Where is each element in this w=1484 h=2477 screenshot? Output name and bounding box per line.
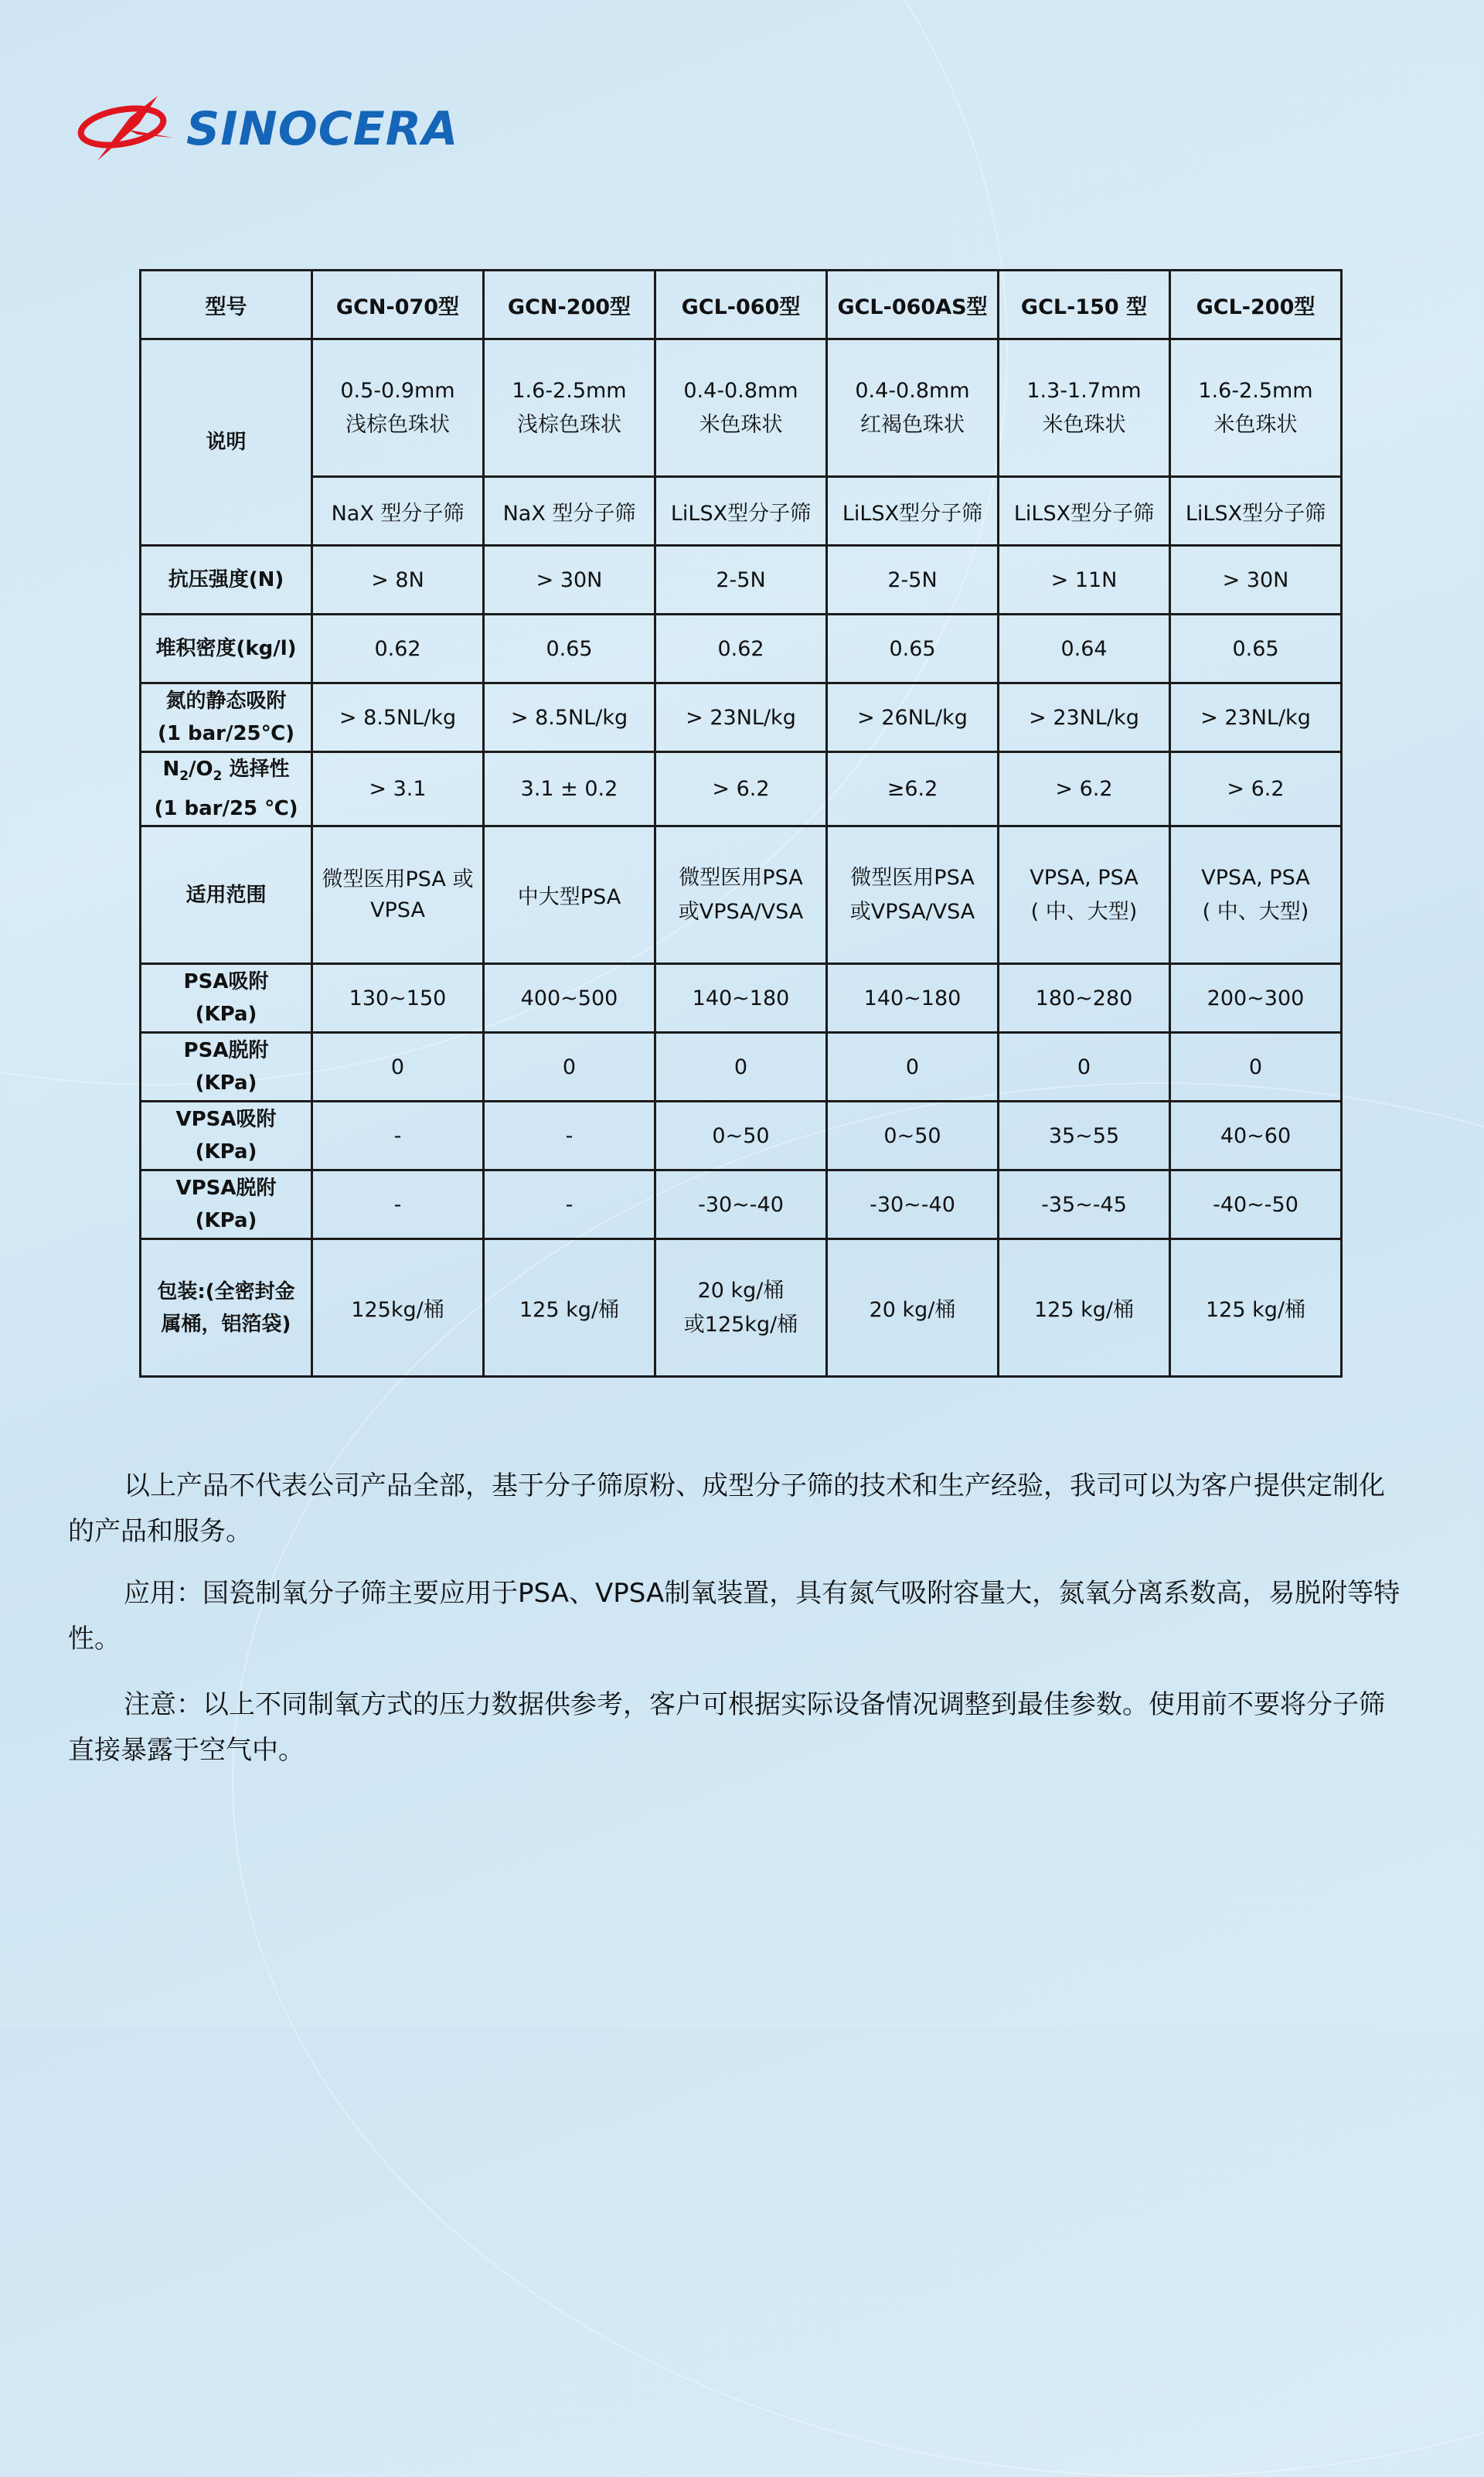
table-cell: 2-5N [827, 546, 999, 615]
table-cell: 20 kg/桶 [827, 1239, 999, 1377]
table-cell: -30~-40 [827, 1170, 999, 1239]
table-cell: > 23NL/kg [999, 683, 1170, 752]
note-paragraph-caution: 注意：以上不同制氧方式的压力数据供参考，客户可根据实际设备情况调整到最佳参数。使用前不要将分子筛直接暴露于空气中。 [68, 1689, 1385, 1766]
table-cell: 140~180 [655, 964, 827, 1033]
table-cell: LiLSX型分子筛 [655, 477, 827, 546]
table-cell: > 6.2 [655, 752, 827, 826]
psa-adsorption-row [141, 964, 1342, 1033]
vpsa-adsorption-row [141, 1102, 1342, 1170]
table-cell: 125kg/桶 [312, 1239, 484, 1377]
table-cell: VPSA, PSA ( 中、大型) [1170, 826, 1342, 964]
table-cell: > 8N [312, 546, 484, 615]
table-cell: 400~500 [484, 964, 655, 1033]
table-cell: 0 [312, 1033, 484, 1102]
header-cell: GCL-150 型 [999, 271, 1170, 339]
row-label: 抗压强度(N) [141, 546, 312, 615]
header-cell: GCL-200型 [1170, 271, 1342, 339]
row-label: 堆积密度(kg/l) [141, 615, 312, 683]
table-cell: 125 kg/桶 [1170, 1239, 1342, 1377]
brand-name: SINOCERA [186, 102, 459, 156]
table-cell: > 8.5NL/kg [312, 683, 484, 752]
density-row [141, 615, 1342, 683]
table-cell: > 30N [484, 546, 655, 615]
table-cell: > 26NL/kg [827, 683, 999, 752]
table-cell: - [484, 1170, 655, 1239]
table-cell: 0.64 [999, 615, 1170, 683]
table-cell: 130~150 [312, 964, 484, 1033]
table-cell: 3.1 ± 0.2 [484, 752, 655, 826]
table-cell: > 23NL/kg [655, 683, 827, 752]
table-cell: - [484, 1102, 655, 1170]
table-cell: > 8.5NL/kg [484, 683, 655, 752]
table-cell: -30~-40 [655, 1170, 827, 1239]
table-cell: 微型医用PSA 或 VPSA [312, 826, 484, 964]
table-cell: > 30N [1170, 546, 1342, 615]
table-cell: VPSA, PSA ( 中、大型) [999, 826, 1170, 964]
table-cell: - [312, 1170, 484, 1239]
table-cell: 微型医用PSA 或VPSA/VSA [655, 826, 827, 964]
table-cell: 0.4-0.8mm 米色珠状 [655, 339, 827, 477]
table-cell: > 11N [999, 546, 1170, 615]
row-label: PSA脱附 (KPa) [141, 1033, 312, 1102]
header-cell: GCN-200型 [484, 271, 655, 339]
table-cell: 125 kg/桶 [999, 1239, 1170, 1377]
packaging-row [141, 1239, 1342, 1377]
table-cell: 180~280 [999, 964, 1170, 1033]
row-label: 氮的静态吸附 (1 bar/25℃) [141, 683, 312, 752]
header-cell: GCL-060AS型 [827, 271, 999, 339]
table-cell: 0.65 [827, 615, 999, 683]
table-cell: 0~50 [655, 1102, 827, 1170]
table-cell: 35~55 [999, 1102, 1170, 1170]
table-cell: ≥6.2 [827, 752, 999, 826]
table-cell: -40~-50 [1170, 1170, 1342, 1239]
table-cell: 0.5-0.9mm 浅棕色珠状 [312, 339, 484, 477]
table-cell: 1.3-1.7mm 米色珠状 [999, 339, 1170, 477]
sinocera-emblem-icon [74, 87, 179, 172]
row-label: VPSA脱附 (KPa) [141, 1170, 312, 1239]
table-cell: 0 [999, 1033, 1170, 1102]
table-cell: NaX 型分子筛 [312, 477, 484, 546]
product-spec-table [139, 269, 1343, 1378]
table-cell: LiLSX型分子筛 [1170, 477, 1342, 546]
sieve-type-row [141, 477, 1342, 546]
selectivity-row [141, 752, 1342, 826]
note-paragraph-products: 以上产品不代表公司产品全部，基于分子筛原粉、成型分子筛的技术和生产经验，我司可以为客户提供定制化的产品和服务。 [68, 1470, 1385, 1547]
table-cell: 125 kg/桶 [484, 1239, 655, 1377]
table-cell: 2-5N [655, 546, 827, 615]
vpsa-desorption-row [141, 1170, 1342, 1239]
row-label: VPSA吸附 (KPa) [141, 1102, 312, 1170]
table-cell: > 6.2 [999, 752, 1170, 826]
n2-adsorption-row [141, 683, 1342, 752]
table-cell: 微型医用PSA 或VPSA/VSA [827, 826, 999, 964]
table-cell: - [312, 1102, 484, 1170]
table-cell: 0 [827, 1033, 999, 1102]
row-label: 适用范围 [141, 826, 312, 964]
table-cell: > 3.1 [312, 752, 484, 826]
row-label: 包装:(全密封金 属桶，铝箔袋) [141, 1239, 312, 1377]
header-row [141, 271, 1342, 339]
table-cell: 40~60 [1170, 1102, 1342, 1170]
note-paragraph-application: 应用：国瓷制氧分子筛主要应用于PSA、VPSA制氧装置，具有氮气吸附容量大，氮氧分离系数高，易脱附等特性。 [68, 1578, 1401, 1654]
application-row [141, 826, 1342, 964]
header-cell: GCL-060型 [655, 271, 827, 339]
header-cell: GCN-070型 [312, 271, 484, 339]
table-cell: 1.6-2.5mm 浅棕色珠状 [484, 339, 655, 477]
header-cell: 型号 [141, 271, 312, 339]
table-cell: 0.62 [312, 615, 484, 683]
table-cell: 0.62 [655, 615, 827, 683]
table-cell: -35~-45 [999, 1170, 1170, 1239]
table-cell: 中大型PSA [484, 826, 655, 964]
table-cell: 20 kg/桶 或125kg/桶 [655, 1239, 827, 1377]
table-cell: LiLSX型分子筛 [999, 477, 1170, 546]
table-cell: 0 [484, 1033, 655, 1102]
description-row [141, 339, 1342, 477]
table-cell: > 23NL/kg [1170, 683, 1342, 752]
table-cell: 0.4-0.8mm 红褐色珠状 [827, 339, 999, 477]
table-cell: 140~180 [827, 964, 999, 1033]
row-label: PSA吸附 (KPa) [141, 964, 312, 1033]
table-cell: 0.65 [1170, 615, 1342, 683]
psa-desorption-row [141, 1033, 1342, 1102]
table-cell: 0 [655, 1033, 827, 1102]
table-cell: 1.6-2.5mm 米色珠状 [1170, 339, 1342, 477]
table-cell: 200~300 [1170, 964, 1342, 1033]
row-label: 说明 [141, 339, 312, 546]
brand-logo [74, 87, 458, 172]
table-cell: NaX 型分子筛 [484, 477, 655, 546]
table-cell: LiLSX型分子筛 [827, 477, 999, 546]
table-cell: > 6.2 [1170, 752, 1342, 826]
table-cell: 0.65 [484, 615, 655, 683]
strength-row [141, 546, 1342, 615]
row-label: $N_2/O_2$ 选择性 (1 bar/25 ℃) [141, 752, 312, 826]
table-cell: 0~50 [827, 1102, 999, 1170]
table-cell: 0 [1170, 1033, 1342, 1102]
